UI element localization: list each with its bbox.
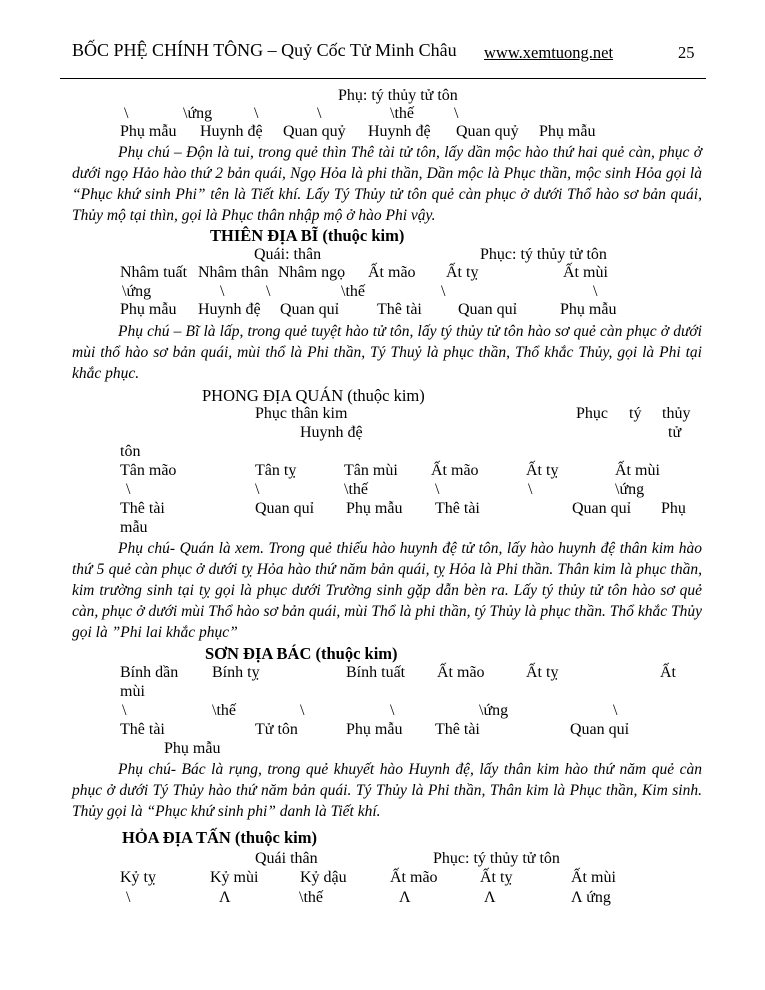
line-item: Phụ mẫu: [539, 123, 596, 140]
phu-chu-paragraph-bi: Phụ chú – Bĩ là lấp, trong quẻ tuyệt hào tử tôn, lấy tý thủy tử tôn hào sơ quẻ càn phục ở dưới mùi thổ hào sơ bản quái, mùi thổ là Phi thần, Tý Thuỷ là phục thần, Thổ khắc Thủy, gọi là Phi tại khắc phục.: [72, 323, 702, 382]
line-item: \thế: [212, 702, 236, 719]
hexagram-stem-row: [0, 664, 765, 683]
line-item: Ất: [660, 664, 676, 681]
line-item: \: [593, 283, 598, 300]
line-item: \: [435, 481, 440, 498]
line-item: Λ ứng: [571, 889, 611, 906]
line-item: \: [254, 105, 259, 122]
line-item: Tử tôn: [255, 721, 298, 738]
line-item: Thê tài: [435, 500, 480, 517]
line-item: \: [126, 889, 131, 906]
line-item: \: [390, 702, 395, 719]
hexagram-label-row: [0, 519, 765, 538]
quai-phuc-row: [0, 246, 765, 265]
line-item: Ất mùi: [615, 462, 660, 479]
line-item: Thê tài: [435, 721, 480, 738]
phuc-annotation-row: [0, 424, 765, 443]
section-heading-thien-dia-bi: THIÊN ĐỊA BĨ (thuộc kim): [210, 226, 405, 245]
line-item: Nhâm tuất: [120, 264, 188, 281]
line-item: Nhâm ngọ: [278, 264, 346, 281]
line-item: Quan quỷ: [456, 123, 519, 140]
line-item: Nhâm thân: [198, 264, 269, 281]
section-heading-son-dia-bac: SƠN ĐỊA BÁC (thuộc kim): [205, 644, 398, 663]
line-item: Huynh đệ: [300, 424, 363, 441]
phuc-annotation-row: [0, 443, 765, 462]
line-item: \thế: [344, 481, 368, 498]
line-item: \: [454, 105, 459, 122]
line-item: \ứng: [615, 481, 645, 498]
line-item: Tân mão: [120, 462, 177, 479]
line-item: Ất mão: [437, 664, 485, 681]
line-item: \: [441, 283, 446, 300]
line-item: Kỷ dậu: [300, 869, 347, 886]
line-item: Ất mùi: [571, 869, 616, 886]
line-item: Ất tỵ: [480, 869, 513, 886]
quai-phuc-row: [0, 850, 765, 869]
document-title: BỐC PHỆ CHÍNH TÔNG – Quỷ Cốc Tử Minh Châu: [72, 40, 457, 60]
hexagram-stem-row: [0, 869, 765, 888]
line-item: Phụ mẫu: [120, 301, 177, 318]
line-item: Λ: [399, 889, 411, 906]
phu-chu-paragraph-quan: Phụ chú- Quán là xem. Trong quẻ thiếu hào huynh đệ tử tôn, lấy hào huynh đệ thân kim hào thứ 5 quẻ càn phục ở dưới tỵ Hỏa hào thứ năm bản quái, tỵ Hỏa là Phi thần. Thân kim là phục thần, kim trường sinh tại tỵ gọi là phục dưới Trường sinh gặp dẫn bèn ra. Lấy tý thủy tử tôn hào sơ quẻ càn, phục ở dưới mùi Thổ hào sơ bản quái, mùi Thổ là phi thần, tý Thủy là phục thần. Thổ khắc Thủy gọi là ”Phi lai khắc phục”: [72, 540, 702, 641]
line-item: Thê tài: [120, 721, 165, 738]
line-item: Phụ mẫu: [346, 721, 403, 738]
line-item: mẫu: [120, 519, 148, 536]
line-item: Λ: [219, 889, 231, 906]
line-item: Kỷ mùi: [210, 869, 259, 886]
line-item: tý: [629, 405, 642, 422]
line-item: Kỷ tỵ: [120, 869, 156, 886]
page-number: 25: [678, 43, 695, 62]
line-item: \: [266, 283, 271, 300]
hexagram-mark-row: [0, 283, 765, 302]
line-item: \: [122, 702, 127, 719]
line-item: \ứng: [122, 283, 152, 300]
phuc-annotation-row: [0, 405, 765, 424]
hexagram-stem-row: [0, 264, 765, 283]
line-item: Phụ mẫu: [120, 123, 177, 140]
header-divider: [60, 78, 706, 79]
line-item: mùi: [120, 683, 145, 700]
line-item: tử: [668, 424, 682, 441]
line-item: Quan quỉ: [255, 500, 315, 517]
phu-chu-paragraph-bac: Phụ chú- Bác là rụng, trong quẻ khuyết hào Huynh đệ, lấy thân kim hào thứ năm quẻ càn phục ở dưới Tý Thủy hào thứ năm bản quái. Tý Thủy là Phi thần, Thân kim là Phục thần, Kim sinh. Thủy gọi là “Phục khứ sinh phi” danh là Tiết khí.: [72, 761, 702, 820]
line-item: Thê tài: [377, 301, 422, 318]
line-item: Phụ mẫu: [560, 301, 617, 318]
line-item: Quái: thân: [254, 246, 322, 263]
hexagram-mark-row: [0, 889, 765, 908]
line-item: \thế: [341, 283, 365, 300]
hexagram-label-row: [0, 721, 765, 740]
line-item: Phụ: tý thủy tử tôn: [338, 87, 458, 104]
hexagram-label-row: [0, 740, 765, 759]
hexagram-label-row: [0, 301, 765, 320]
line-item: Ất tỵ: [526, 664, 559, 681]
line-item: Tân mùi: [344, 462, 398, 479]
line-item: \: [220, 283, 225, 300]
line-item: \: [613, 702, 618, 719]
hexagram-mark-row: [0, 481, 765, 500]
hexagram-stem-row: [0, 462, 765, 481]
line-item: Ất mùi: [563, 264, 608, 281]
line-item: Huynh đệ: [198, 301, 261, 318]
line-item: Phục: tý thủy tử tôn: [433, 850, 560, 867]
line-item: Tân tỵ: [255, 462, 297, 479]
line-item: \: [528, 481, 533, 498]
line-item: Bính dần: [120, 664, 179, 681]
line-item: Phụ mẫu: [346, 500, 403, 517]
line-item: Quan quỉ: [280, 301, 340, 318]
hexagram-label-row: [0, 123, 765, 142]
line-item: Quan quỉ: [570, 721, 630, 738]
line-item: Ất tỵ: [526, 462, 559, 479]
line-item: Ất mão: [431, 462, 479, 479]
line-item: \: [126, 481, 131, 498]
hexagram-mark-row: [0, 105, 765, 124]
line-item: Bính tuất: [346, 664, 406, 681]
hexagram-label-row: [0, 500, 765, 519]
line-item: Ất tỵ: [446, 264, 479, 281]
line-item: \ứng: [479, 702, 509, 719]
line-item: \: [300, 702, 305, 719]
line-item: \thế: [299, 889, 323, 906]
line-item: Huynh đệ: [200, 123, 263, 140]
line-item: Thê tài: [120, 500, 165, 517]
hexagram-mark-row: [0, 702, 765, 721]
line-item: \: [124, 105, 129, 122]
line-item: \thế: [390, 105, 414, 122]
line-item: Huynh đệ: [368, 123, 431, 140]
line-item: tôn: [120, 443, 141, 460]
line-item: Quan quỉ: [572, 500, 632, 517]
line-item: Phụ mẫu: [164, 740, 221, 757]
line-item: Quan quỉ: [458, 301, 518, 318]
website-link[interactable]: www.xemtuong.net: [484, 43, 614, 62]
line-item: Λ: [484, 889, 496, 906]
line-item: Phục: tý thủy tử tôn: [480, 246, 607, 263]
line-item: Quan quỷ: [283, 123, 346, 140]
line-item: Phục: [576, 405, 608, 422]
line-item: \: [317, 105, 322, 122]
line-item: Ất mão: [390, 869, 438, 886]
hexagram-stem-row: [0, 683, 765, 702]
section-heading-hoa-dia-tan: HỎA ĐỊA TẤN (thuộc kim): [122, 828, 317, 847]
line-item: Phụ: [661, 500, 686, 517]
line-item: thủy: [662, 405, 691, 422]
line-item: Bính tỵ: [212, 664, 260, 681]
phu-chu-paragraph-don: Phụ chú – Độn là tui, trong quẻ thìn Thê tài tử tôn, lấy dần mộc hào thứ hai quẻ càn, phục ở dưới ngọ Hảo hào thứ 2 bản quái, Ngọ Hỏa là phi thần, Dần mộc là Phục thần, mộc sinh Hỏa gọi là “Phục khứ sinh Phi” tên là Tiết khí. Lấy Tý Thủy tử tôn quẻ càn phục ở dưới Thổ hào sơ bản quái, Thủy mộ tại thìn, gọi là Phục thân nhập mộ ở hào Phi vậy.: [72, 144, 702, 224]
line-item: Ất mão: [368, 264, 416, 281]
line-item: Phục thân kim: [255, 405, 348, 422]
line-item: Quái thân: [255, 850, 318, 867]
line-item: \ứng: [183, 105, 213, 122]
phuc-annotation-row: [0, 87, 765, 106]
line-item: \: [255, 481, 260, 498]
section-heading-phong-dia-quan: PHONG ĐỊA QUÁN (thuộc kim): [202, 386, 425, 405]
